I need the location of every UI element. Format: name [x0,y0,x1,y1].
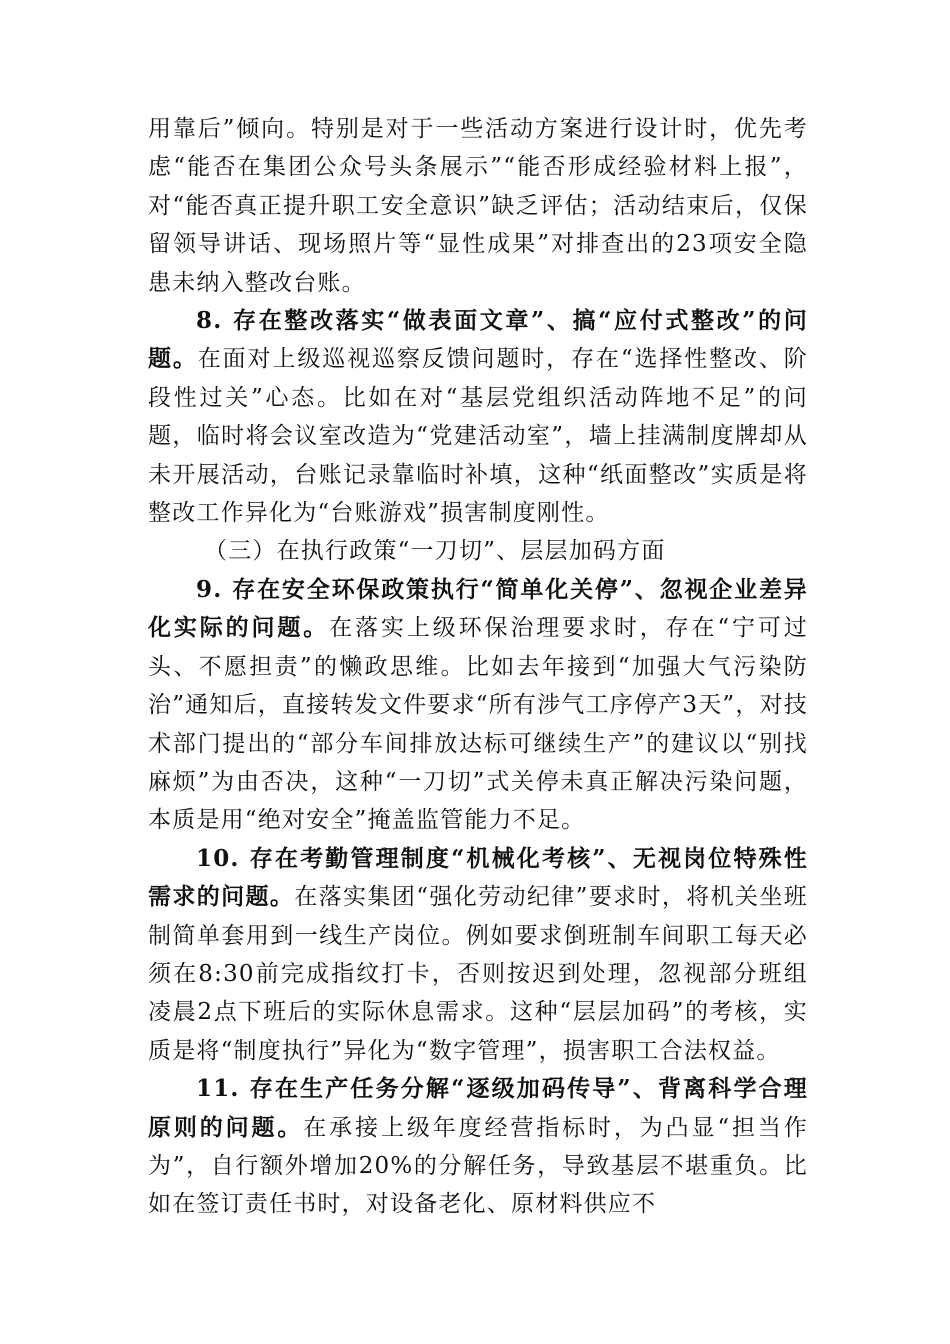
item-9-title: 9. 存在安全环保政策执行“简单化关停”、忽视企业差异化实际的问题。 [148,575,808,642]
item-11-title: 11. 存在生产任务分解“逐级加码传导”、背离科学合理原则的问题。 [148,1075,808,1141]
item-10 [148,840,808,1070]
item-9-body: 在落实上级环保治理要求时，存在“宁可过头、不愿担责”的懒政思维。比如去年接到“加强大气污染防治”通知后，直接转发文件要求“所有涉气工序停产3天”，对技术部门提出的“部分车间排放达标可继续生产”的建议以“别找麻烦”为由否决，这种“一刀切”式关停未真正解决污染问题，本质是用“绝对安全”掩盖监管能力不足。 [148,615,808,834]
document-page [148,110,808,1224]
item-8 [148,302,808,532]
item-9 [148,571,808,840]
item-10-body: 在落实集团“强化劳动纪律”要求时，将机关坐班制简单套用到一线生产岗位。例如要求倒班制车间职工每天必须在8:30前完成指纹打卡，否则按迟到处理，忽视部分班组凌晨2点下班后的实际休息需求。这种“层层加码”的考核，实质是将“制度执行”异化为“数字管理”，损害职工合法权益。 [148,884,809,1064]
paragraph-continuation: 用靠后”倾向。特别是对于一些活动方案进行设计时，优先考虑“能否在集团公众号头条展示”“能否形成经验材料上报”，对“能否真正提升职工安全意识”缺乏评估；活动结束后，仅保留领导讲话、现场照片等“显性成果”对排查出的23项安全隐患未纳入整改台账。 [148,116,808,296]
section-heading-3: （三）在执行政策“一刀切”、层层加码方面 [204,538,666,565]
item-11 [148,1070,808,1224]
item-8-body: 在面对上级巡视巡察反馈问题时，存在“选择性整改、阶段性过关”心态。比如在对“基层党组织活动阵地不足”的问题，临时将会议室改造为“党建活动室”，墙上挂满制度牌却从未开展活动，台账记录靠临时补填，这种“纸面整改”实质是将整改工作异化为“台账游戏”损害制度刚性。 [148,346,808,527]
item-11-body: 在承接上级年度经营指标时，为凸显“担当作为”，自行额外增加20%的分解任务，导致基层不堪重负。比如在签订责任书时，对设备老化、原材料供应不 [148,1114,808,1218]
item-8-title: 8. 存在整改落实“做表面文章”、搞“应付式整改”的问题。 [148,307,808,373]
item-10-title: 10. 存在考勤管理制度“机械化考核”、无视岗位特殊性需求的问题。 [148,844,808,911]
